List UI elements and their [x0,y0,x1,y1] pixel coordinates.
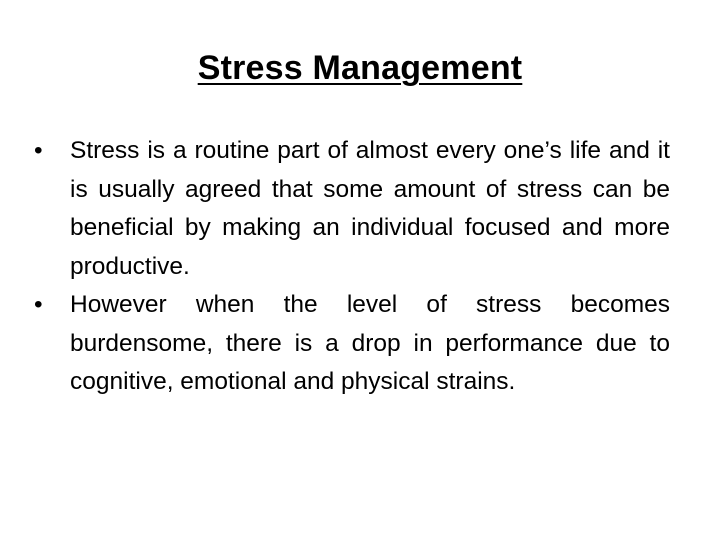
slide-title: Stress Management [197,49,523,87]
bullet-icon: • [34,291,43,318]
bullet-list [34,132,670,402]
bullet-text: However when the level of stress becomes burdensome, there is a drop in performance due to cognitive, emotional and physical strains. [70,291,670,395]
bullet-text: Stress is a routine part of almost every one’s life and it is usually agreed that some amount of stress can be beneficial by making an individual focused and more productive. [70,137,670,280]
bullet-icon: • [34,137,43,164]
bullet-item [34,286,670,402]
bullet-item [34,132,670,286]
